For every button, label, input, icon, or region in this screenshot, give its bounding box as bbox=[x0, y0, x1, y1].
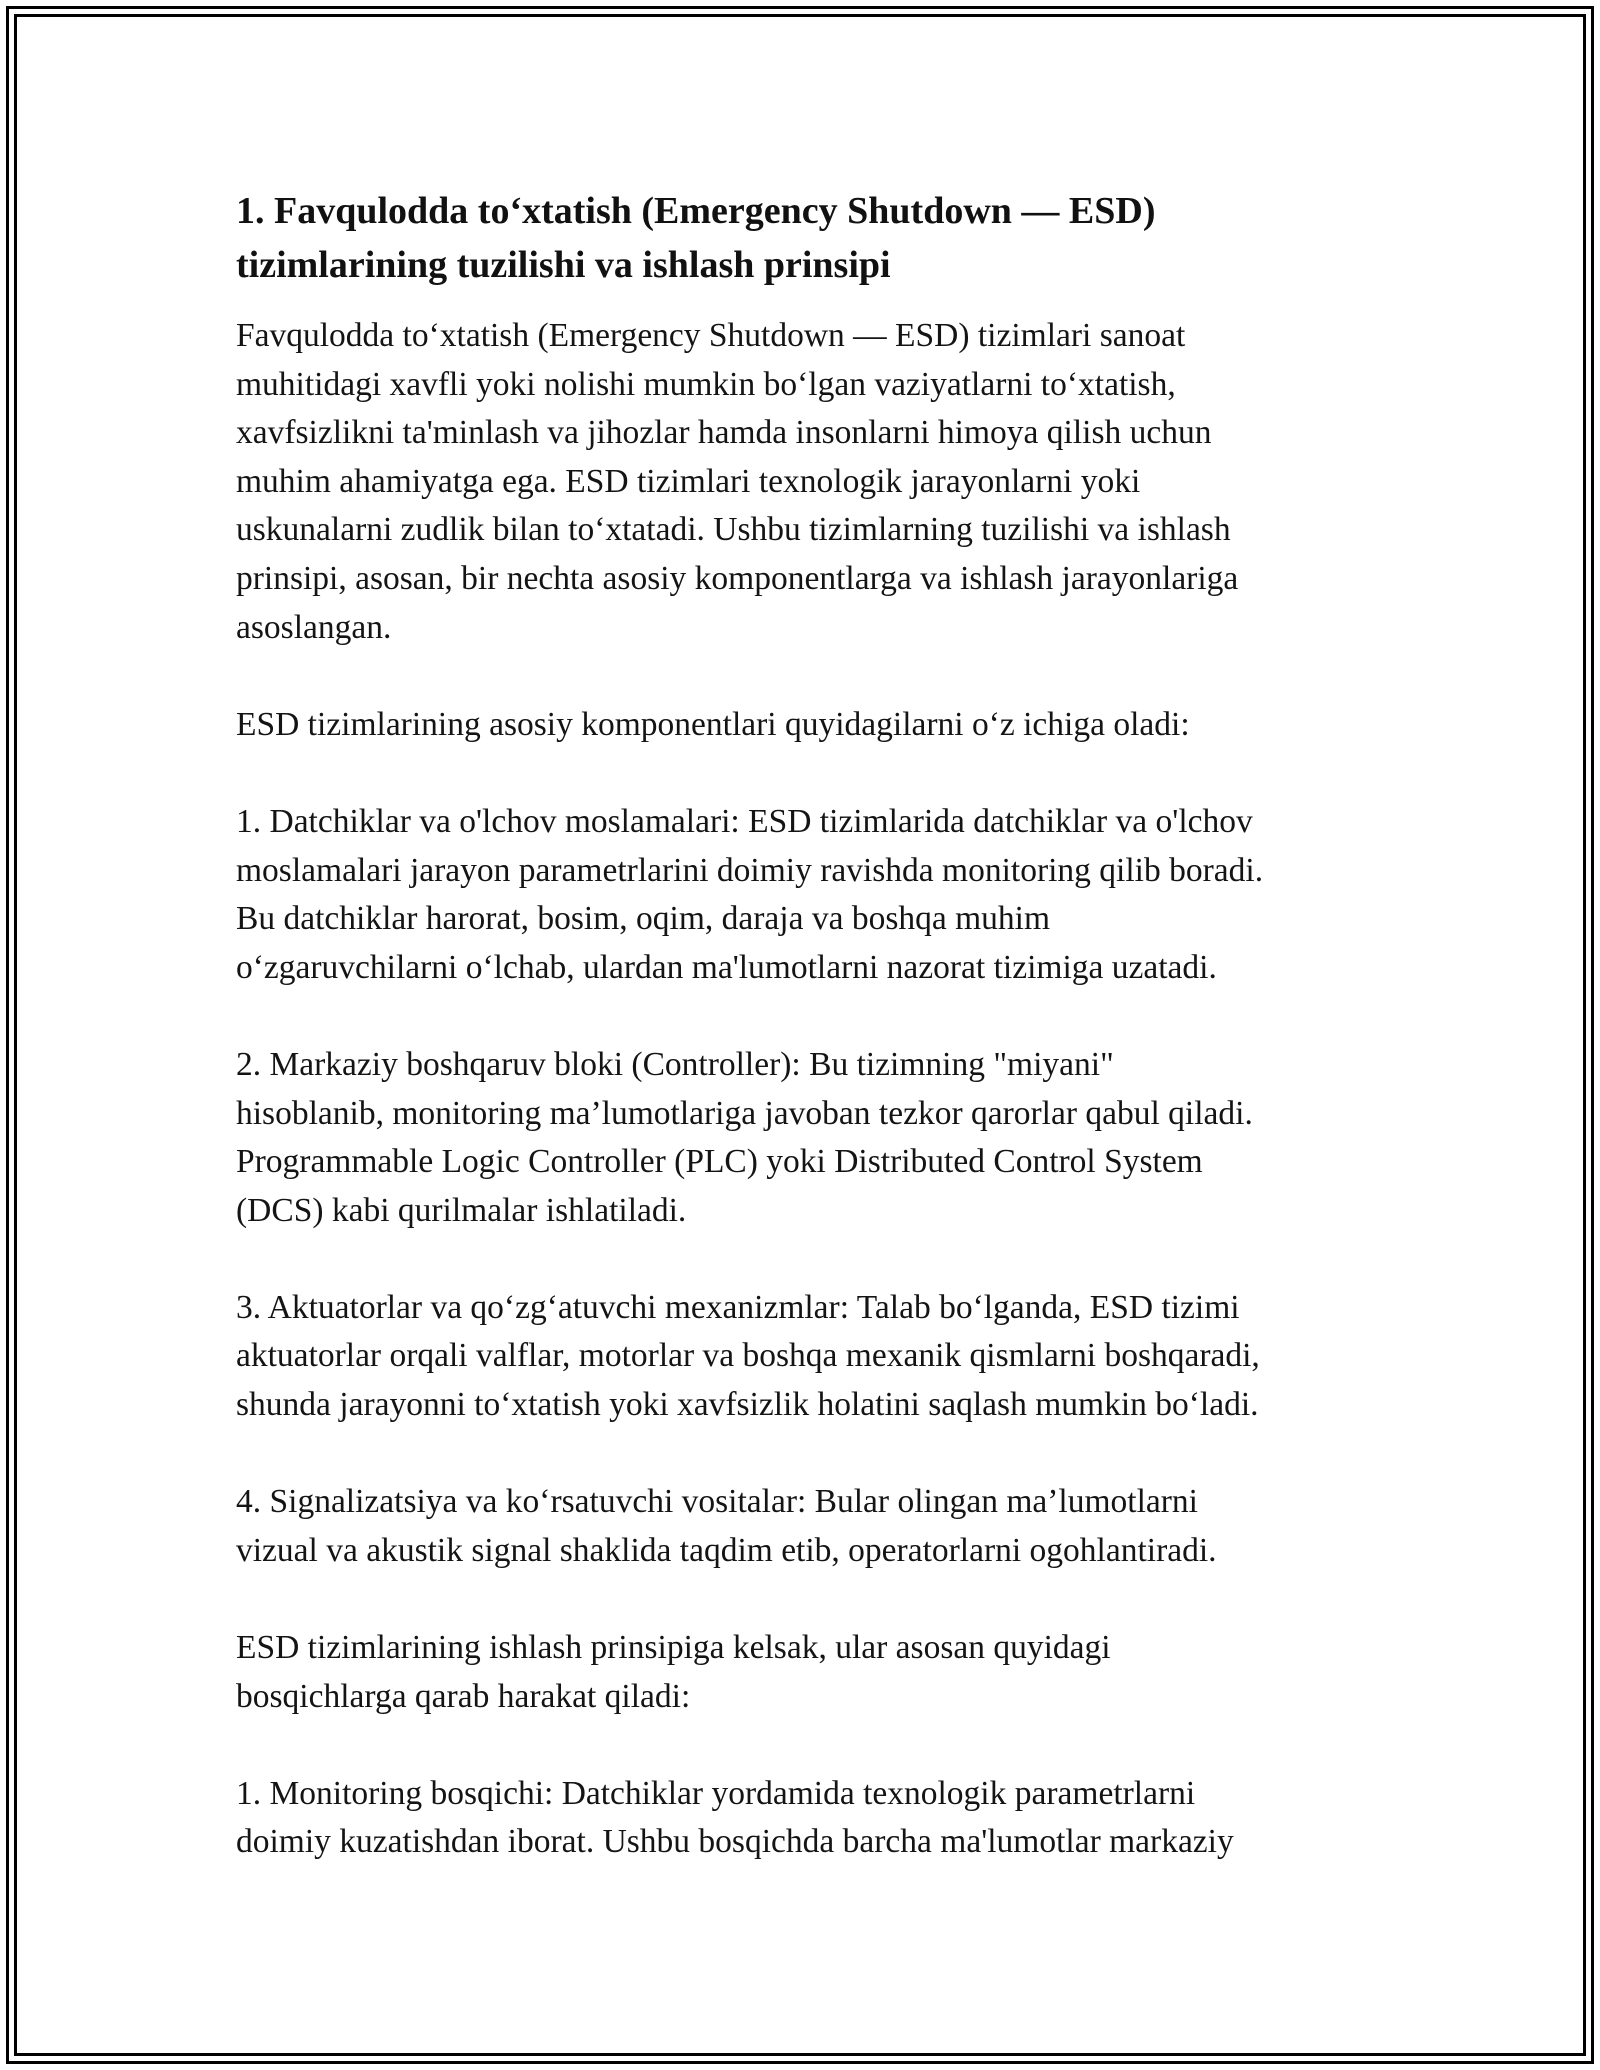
text-line: muhitidagi xavfli yoki nolishi mumkin bo‘lgan vaziyatlarni to‘xtatish, bbox=[236, 365, 1176, 403]
principle-intro-paragraph bbox=[236, 1624, 1386, 1721]
text-line: xavfsizlikni ta'minlash va jihozlar hamda insonlarni himoya qilish uchun bbox=[236, 414, 1212, 452]
section-title-line: tizimlarining tuzilishi va ishlash prinsipi bbox=[236, 244, 891, 286]
section-title-line: 1. Favqulodda to‘xtatish (Emergency Shutdown — ESD) bbox=[236, 190, 1156, 232]
text-line: 1. Datchiklar va o'lchov moslamalari: ESD tizimlarida datchiklar va o'lchov bbox=[236, 802, 1253, 840]
text-line: Programmable Logic Controller (PLC) yoki Distributed Control System bbox=[236, 1143, 1203, 1181]
components-intro-paragraph bbox=[236, 701, 1386, 750]
component-item-signaling bbox=[236, 1478, 1386, 1575]
text-line: 1. Monitoring bosqichi: Datchiklar yordamida texnologik parametrlarni bbox=[236, 1774, 1196, 1812]
text-line: o‘zgaruvchilarni o‘lchab, ulardan ma'lumotlarni nazorat tizimiga uzatadi. bbox=[236, 948, 1217, 986]
text-line: doimiy kuzatishdan iborat. Ushbu bosqichda barcha ma'lumotlar markaziy bbox=[236, 1823, 1234, 1861]
text-line: muhim ahamiyatga ega. ESD tizimlari texnologik jarayonlarni yoki bbox=[236, 462, 1141, 500]
text-line: Favqulodda to‘xtatish (Emergency Shutdown — ESD) tizimlari sanoat bbox=[236, 317, 1186, 354]
text-line: vizual va akustik signal shaklida taqdim etib, operatorlarni ogohlantiradi. bbox=[236, 1531, 1217, 1569]
text-line: 3. Aktuatorlar va qo‘zg‘atuvchi mexanizmlar: Talab bo‘lganda, ESD tizimi bbox=[236, 1288, 1240, 1326]
text-line: aktuatorlar orqali valflar, motorlar va boshqa mexanik qismlarni boshqaradi, bbox=[236, 1337, 1260, 1375]
text-line: bosqichlarga qarab harakat qiladi: bbox=[236, 1677, 691, 1715]
text-line: uskunalarni zudlik bilan to‘xtatadi. Ushbu tizimlarning tuzilishi va ishlash bbox=[236, 511, 1231, 549]
text-line: hisoblanib, monitoring ma’lumotlariga javoban tezkor qarorlar qabul qiladi. bbox=[236, 1094, 1253, 1132]
text-line: asoslangan. bbox=[236, 608, 392, 646]
document-body bbox=[236, 184, 1386, 1867]
text-line: ESD tizimlarining ishlash prinsipiga kelsak, ular asosan quyidagi bbox=[236, 1629, 1111, 1667]
text-line: shunda jarayonni to‘xtatish yoki xavfsizlik holatini saqlash mumkin bo‘ladi. bbox=[236, 1386, 1259, 1424]
component-item-controller bbox=[236, 1041, 1386, 1235]
text-line: 4. Signalizatsiya va ko‘rsatuvchi vositalar: Bular olingan ma’lumotlarni bbox=[236, 1483, 1198, 1521]
text-line: ESD tizimlarining asosiy komponentlari quyidagilarni o‘z ichiga oladi: bbox=[236, 705, 1190, 743]
text-line: moslamalari jarayon parametrlarini doimiy ravishda monitoring qilib boradi. bbox=[236, 851, 1264, 889]
section-title bbox=[236, 184, 1386, 292]
text-line: (DCS) kabi qurilmalar ishlatiladi. bbox=[236, 1191, 687, 1229]
text-line: prinsipi, asosan, bir nechta asosiy komponentlarga va ishlash jarayonlariga bbox=[236, 559, 1239, 597]
component-item-sensors bbox=[236, 798, 1386, 992]
text-line: 2. Markaziy boshqaruv bloki (Controller): Bu tizimning "miyani" bbox=[236, 1045, 1114, 1083]
intro-paragraph bbox=[236, 312, 1386, 652]
text-line: Bu datchiklar harorat, bosim, oqim, daraja va boshqa muhim bbox=[236, 900, 1051, 938]
stage-item-monitoring bbox=[236, 1770, 1386, 1867]
component-item-actuators bbox=[236, 1284, 1386, 1430]
